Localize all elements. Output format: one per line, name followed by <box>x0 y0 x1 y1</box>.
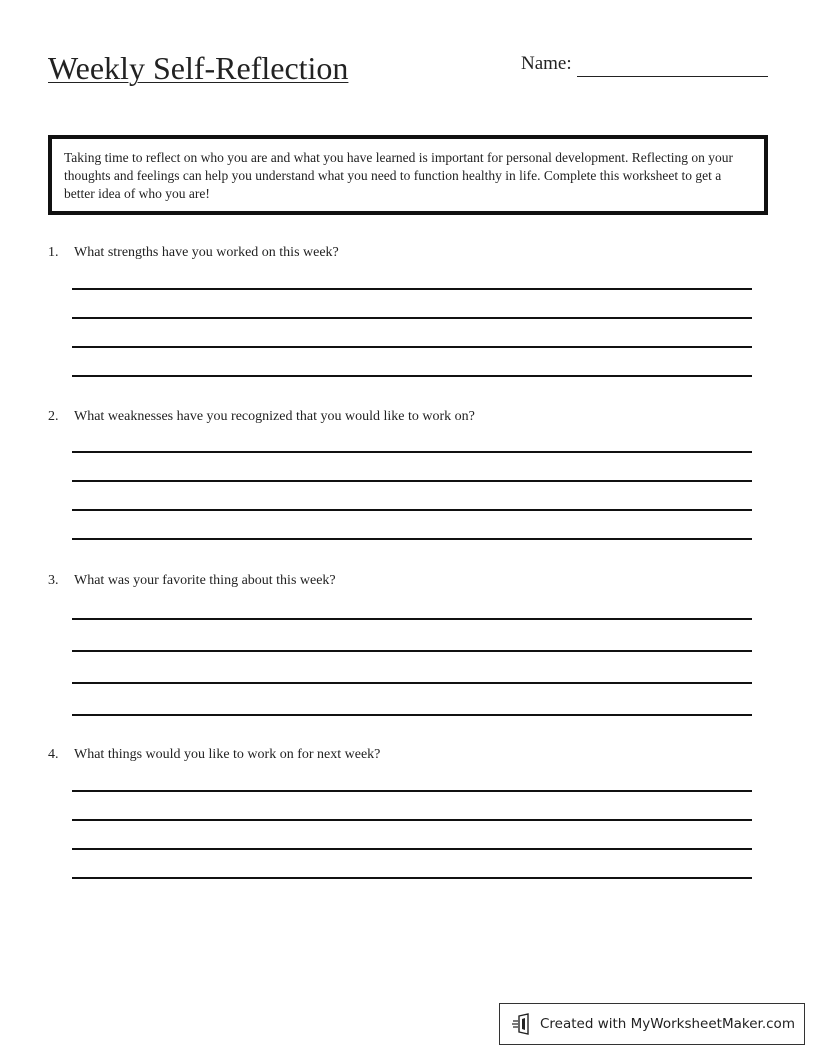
answer-line[interactable] <box>72 375 752 377</box>
question-2 <box>48 409 475 425</box>
question-4 <box>48 747 380 763</box>
question-text: What strengths have you worked on this week? <box>74 245 339 260</box>
answer-line[interactable] <box>72 877 752 879</box>
answer-line[interactable] <box>72 451 752 453</box>
footer-text: Created with MyWorksheetMaker.com <box>540 1016 795 1032</box>
question-text: What things would you like to work on for next week? <box>74 747 381 762</box>
answer-line[interactable] <box>72 480 752 482</box>
intro-text: Taking time to reflect on who you are and what you have learned is important for personal development. Reflecting on your thoughts and feelings can help you understand what you need to function healthy in life. Complete this worksheet to get a better idea of who you are! <box>64 150 733 201</box>
answer-line[interactable] <box>72 509 752 511</box>
answer-line[interactable] <box>72 848 752 850</box>
question-number: 4. <box>48 747 59 762</box>
answer-line[interactable] <box>72 819 752 821</box>
question-number: 3. <box>48 573 59 588</box>
answer-line[interactable] <box>72 538 752 540</box>
question-text: What was your favorite thing about this week? <box>74 573 336 588</box>
answer-line[interactable] <box>72 790 752 792</box>
answer-line[interactable] <box>72 618 752 620</box>
worksheet-title: Weekly Self-Reflection <box>48 50 349 86</box>
answer-line[interactable] <box>72 714 752 716</box>
name-label: Name: <box>521 53 572 74</box>
intro-box <box>48 135 768 215</box>
question-number: 2. <box>48 409 59 424</box>
answer-line[interactable] <box>72 317 752 319</box>
question-number: 1. <box>48 245 59 260</box>
name-field-line[interactable] <box>577 76 768 77</box>
question-3 <box>48 573 336 589</box>
answer-line[interactable] <box>72 650 752 652</box>
question-1 <box>48 245 339 261</box>
worksheet-maker-logo-icon <box>512 1013 532 1035</box>
answer-line[interactable] <box>72 346 752 348</box>
answer-line[interactable] <box>72 288 752 290</box>
answer-line[interactable] <box>72 682 752 684</box>
footer-badge[interactable] <box>499 1003 805 1045</box>
question-text: What weaknesses have you recognized that you would like to work on? <box>74 409 475 424</box>
